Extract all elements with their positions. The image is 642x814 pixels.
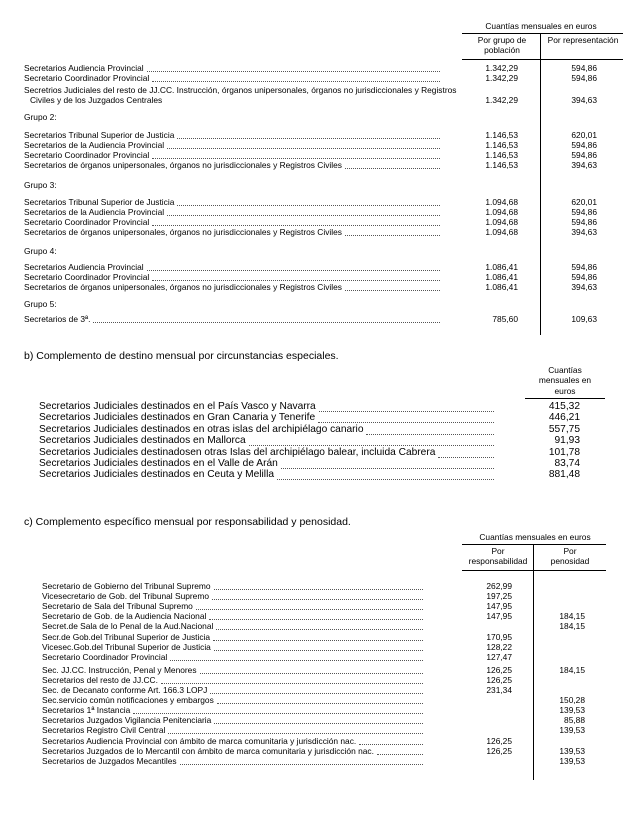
dot-leader — [170, 659, 423, 661]
group-label: Grupo 2: — [24, 112, 57, 122]
dot-leader — [152, 157, 440, 159]
row-label: Secretarios de órganos unipersonales, órganos no jurisdiccionales y Registros Civiles — [24, 282, 342, 292]
cell-value: 147,95 — [486, 611, 512, 622]
row-label: Secretarios Tribunal Superior de Justicia — [24, 130, 175, 140]
section-c-col1-header-line1: Por — [491, 546, 505, 556]
cell-value: 785,60 — [492, 314, 518, 324]
dot-leader — [214, 588, 423, 590]
row-label: Secretarios de la Audiencia Provincial — [24, 140, 165, 150]
cell-value: 139,53 — [559, 745, 585, 756]
dot-leader — [345, 167, 440, 169]
cell-value: 126,25 — [486, 674, 512, 685]
dot-leader — [359, 743, 423, 745]
dot-leader — [214, 722, 423, 724]
cell-value: 126,25 — [486, 735, 512, 746]
cell-value: 101,78 — [548, 446, 580, 458]
cell-value: 557,75 — [548, 423, 580, 435]
cell-value: 394,63 — [571, 282, 597, 292]
dot-leader — [213, 639, 423, 641]
cell-value: 594,86 — [571, 73, 597, 83]
dot-leader — [167, 214, 440, 216]
cell-value: 1.342,29 — [485, 73, 518, 83]
row-label: Secretarios de 3ª. — [24, 314, 91, 324]
cell-value: 620,01 — [571, 130, 597, 140]
row-label: Secretario Coordinador Provincial — [24, 272, 150, 282]
cell-value: 170,95 — [486, 631, 512, 642]
cell-value: 85,88 — [564, 715, 585, 726]
dot-leader — [177, 137, 440, 139]
cell-value: 197,25 — [486, 591, 512, 602]
row-label-continued: Civiles y de los Juzgados Centrales — [30, 95, 163, 105]
row-label: Secretarios del resto de JJ.CC. — [42, 674, 158, 685]
cell-value: 594,86 — [571, 272, 597, 282]
cell-value: 394,63 — [571, 95, 597, 105]
row-label: Vicesecretario de Gob. del Tribunal Supremo — [42, 591, 209, 602]
cell-value: 127,47 — [486, 651, 512, 662]
dot-leader — [438, 456, 494, 458]
section-c-col1-header-line2: responsabilidad — [468, 556, 528, 566]
row-label: Secretarios Registro Civil Central — [42, 725, 166, 736]
dot-leader — [200, 672, 423, 674]
cell-value: 1.094,68 — [485, 227, 518, 237]
dot-leader — [196, 608, 423, 610]
cell-value: 91,93 — [554, 435, 580, 447]
cell-value: 881,48 — [548, 469, 580, 481]
cell-value: 394,63 — [571, 227, 597, 237]
row-label: Secretarios de la Audiencia Provincial — [24, 207, 165, 217]
row-label: Secretrios Judiciales del resto de JJ.CC. Instrucción, órganos unipersonales, órganos no jurisdiccionales y Registros — [24, 85, 457, 95]
cell-value: 594,86 — [571, 63, 597, 73]
dot-leader — [152, 80, 440, 82]
row-label: Secretario Coordinador Provincial — [42, 651, 168, 662]
row-label: Secretarios de órganos unipersonales, órganos no jurisdiccionales y Registros Civiles — [24, 160, 342, 170]
row-label: Secretarios 1ª Instancia — [42, 705, 131, 716]
cell-value: 184,15 — [559, 621, 585, 632]
dot-leader — [93, 321, 440, 323]
row-label: Secretarios Judiciales destinados en otras islas del archipiélago canario — [39, 423, 364, 435]
dot-leader — [167, 147, 440, 149]
section-c-col2-header-line1: Por — [563, 546, 577, 556]
row-label: Secretarios Judiciales destinados en Ceuta y Melilla — [39, 469, 274, 481]
row-label: Secretarios Judiciales destinados en Mallorca — [39, 435, 246, 447]
dot-leader — [168, 732, 423, 734]
table-a-col2-header: Por representación — [547, 35, 619, 45]
dot-leader — [133, 712, 423, 714]
cell-value: 446,21 — [548, 412, 580, 424]
cell-value: 1.086,41 — [485, 262, 518, 272]
table-a-col1-header: Por grupo de población — [477, 35, 527, 55]
dot-leader — [319, 410, 494, 412]
row-label: Secretarios Judiciales destinados en el País Vasco y Navarra — [39, 401, 316, 412]
dot-leader — [345, 234, 440, 236]
cell-value: 594,86 — [571, 207, 597, 217]
section-b-header-line3: euros — [554, 386, 576, 396]
cell-value: 1.146,53 — [485, 140, 518, 150]
row-label: Sec. JJ.CC. Instrucción, Penal y Menores — [42, 664, 197, 675]
table-a-header: Cuantías mensuales en euros — [485, 21, 597, 31]
dot-leader — [214, 649, 423, 651]
cell-value: 109,63 — [571, 314, 597, 324]
row-label: Secretarios Judiciales destinados en Gran Canaria y Tenerife — [39, 412, 316, 424]
dot-leader — [249, 444, 494, 446]
dot-leader — [152, 279, 440, 281]
row-label: Sec. de Decanato conforme Art. 166.3 LOPJ — [42, 685, 208, 695]
dot-leader — [377, 753, 423, 755]
row-label: Secretarios Audiencia Provincial con ámbito de marca comunitaria y jurisdicción nac. — [42, 735, 357, 746]
cell-value: 1.086,41 — [485, 282, 518, 292]
section-c-title: c) Complemento específico mensual por responsabilidad y penosidad. — [24, 516, 351, 528]
cell-value: 594,86 — [571, 150, 597, 160]
cell-value: 126,25 — [486, 664, 512, 675]
cell-value: 139,53 — [559, 725, 585, 736]
row-label: Secretario Coordinador Provincial — [24, 150, 150, 160]
cell-value: 394,63 — [571, 160, 597, 170]
dot-leader — [277, 478, 494, 480]
cell-value: 1.146,53 — [485, 160, 518, 170]
cell-value: 126,25 — [486, 745, 512, 756]
group-label: Grupo 4: — [24, 246, 57, 256]
dot-leader — [177, 204, 440, 206]
cell-value: 1.086,41 — [485, 272, 518, 282]
row-label: Secretario Coordinador Provincial — [24, 73, 150, 83]
section-b-header-line2: mensuales en — [538, 375, 592, 385]
dot-leader — [212, 598, 423, 600]
cell-value: 415,32 — [548, 401, 580, 412]
cell-value: 1.342,29 — [485, 63, 518, 73]
row-label: Secr.de Gob.del Tribunal Superior de Justicia — [42, 631, 211, 642]
row-label: Secretario de Gob. de la Audiencia Nacional — [42, 611, 207, 622]
dot-leader — [147, 269, 440, 271]
dot-leader — [210, 692, 423, 694]
cell-value: 594,86 — [571, 140, 597, 150]
cell-value: 620,01 — [571, 197, 597, 207]
group-label: Grupo 5: — [24, 299, 57, 309]
cell-value: 128,22 — [486, 641, 512, 652]
row-label: Secretarios Judiciales destinados en el Valle de Arán — [39, 458, 278, 469]
cell-value: 184,15 — [559, 664, 585, 675]
row-label: Secretarios Audiencia Provincial — [24, 63, 144, 73]
cell-value: 594,86 — [571, 217, 597, 227]
cell-value: 184,15 — [559, 611, 585, 622]
row-label: Secretario Coordinador Provincial — [24, 217, 150, 227]
row-label: Vicesec.Gob.del Tribunal Superior de Justicia — [42, 641, 211, 652]
row-label: Secretarios Audiencia Provincial — [24, 262, 144, 272]
section-b-title: b) Complemento de destino mensual por circunstancias especiales. — [24, 350, 339, 362]
row-label: Secretarios de órganos unipersonales, órganos no jurisdiccionales y Registros Civiles — [24, 227, 342, 237]
row-label: Secretarios Juzgados Vigilancia Penitenciaria — [42, 715, 212, 726]
cell-value: 1.094,68 — [485, 197, 518, 207]
cell-value: 150,28 — [559, 695, 585, 706]
dot-leader — [180, 763, 423, 765]
dot-leader — [217, 702, 423, 704]
cell-value: 594,86 — [571, 262, 597, 272]
dot-leader — [345, 289, 440, 291]
cell-value: 231,34 — [486, 685, 512, 695]
dot-leader — [152, 224, 440, 226]
cell-value: 139,53 — [559, 755, 585, 766]
row-label: Secretario de Sala del Tribunal Supremo — [42, 601, 193, 612]
row-label: Secretario de Gobierno del Tribunal Supremo — [42, 581, 211, 591]
cell-value: 139,53 — [559, 705, 585, 716]
cell-value: 1.094,68 — [485, 217, 518, 227]
row-label: Secretarios Juzgados de lo Mercantil con ámbito de marca comunitaria y jurisdicción nac. — [42, 745, 374, 756]
dot-leader — [216, 628, 423, 630]
dot-leader — [147, 70, 440, 72]
cell-value: 1.094,68 — [485, 207, 518, 217]
cell-value: 262,99 — [486, 581, 512, 591]
row-label: Secretarios Judiciales destinadosen otras Islas del archipiélago balear, incluida Cabrera — [39, 446, 436, 458]
cell-value: 147,95 — [486, 601, 512, 612]
section-c-col2-header-line2: penosidad — [550, 556, 590, 566]
cell-value: 1.146,53 — [485, 150, 518, 160]
cell-value: 1.146,53 — [485, 130, 518, 140]
row-label: Secretarios de Juzgados Mecantiles — [42, 755, 177, 766]
section-b-header-line1: Cuantías — [548, 365, 582, 375]
dot-leader — [366, 433, 494, 435]
section-c-header: Cuantías mensuales en euros — [479, 532, 591, 542]
group-label: Grupo 3: — [24, 180, 57, 190]
cell-value: 83,74 — [554, 458, 580, 469]
row-label: Sec.servicio común notificaciones y embargos — [42, 695, 214, 706]
dot-leader — [281, 467, 494, 469]
dot-leader — [209, 618, 423, 620]
row-label: Secret.de Sala de lo Penal de la Aud.Nacional — [42, 621, 214, 632]
cell-value: 1.342,29 — [485, 95, 518, 105]
row-label: Secretarios Tribunal Superior de Justicia — [24, 197, 175, 207]
dot-leader — [161, 682, 423, 684]
